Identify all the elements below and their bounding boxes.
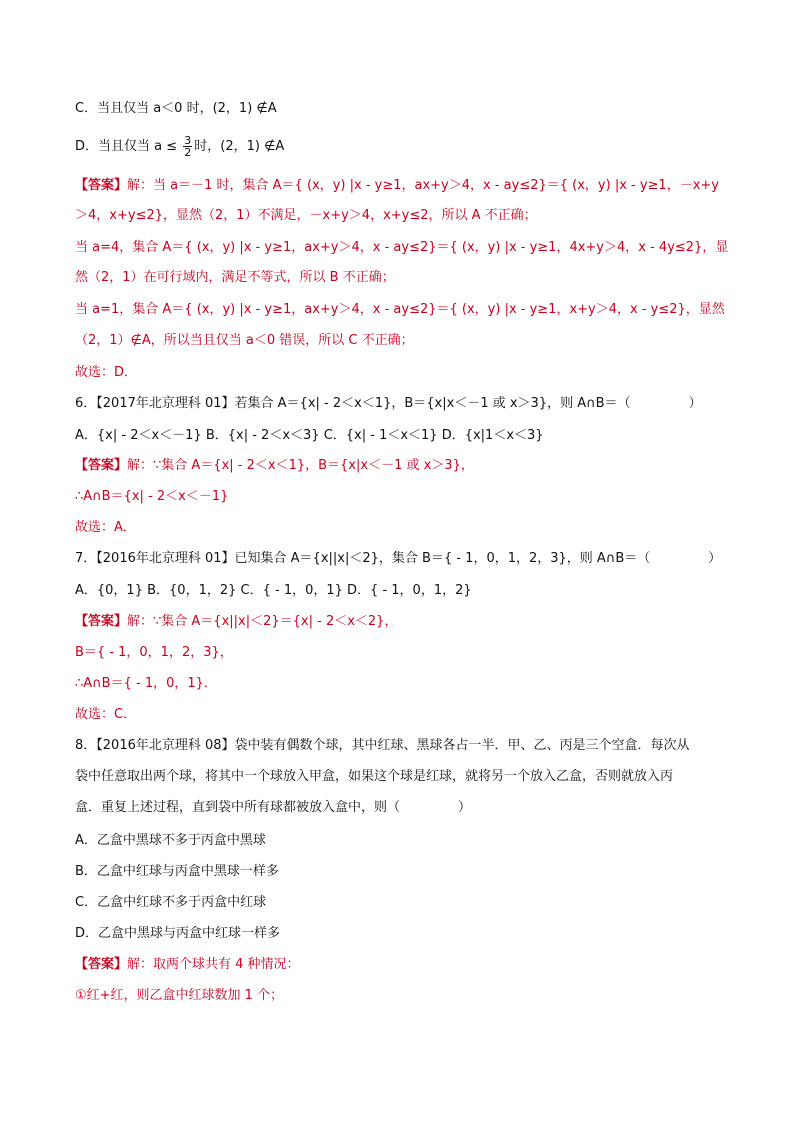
q7-choice: 故选：C． (75, 707, 137, 722)
q5-answer-text-1: 解：当 a＝－1 时，集合 A＝{ (x，y) |x - y≥1，ax+y＞4，x - ay≤2}＝{ (x，y) |x - y≥1，－x+y (127, 178, 719, 193)
q6-options: A．{x| - 2＜x＜－1} B．{x| - 2＜x＜3} C．{x| - 1＜x＜1} D．{x|1＜x＜3} (75, 428, 544, 443)
answer-tag: 【答案】 (75, 458, 128, 473)
q8-answer-line-2: ①红+红，则乙盒中红球数加 1 个； (75, 988, 284, 1003)
q8-option-a: A．乙盒中黑球不多于丙盒中黑球 (75, 833, 266, 848)
answer-tag: 【答案】 (75, 178, 128, 193)
q6-stem-text: 6．【2017年北京理科 01】若集合 A＝{x| - 2＜x＜1}，B＝{x|x＜－1 或 x＞3}，则 A∩B＝（ (75, 396, 631, 411)
q7-answer-text-1: 解：∵集合 A＝{x||x|＜2}＝{x| - 2＜x＜2}， (127, 614, 398, 629)
fraction-denominator: 2 (184, 146, 192, 159)
q8-answer-text-1: 解：取两个球共有 4 种情况： (127, 957, 300, 972)
q5-answer-line-5: 当 a=1，集合 A＝{ (x，y) |x - y≥1，ax+y＞4，x - ay≤2}＝{ (x，y) |x - y≥1，x+y＞4，x - y≤2}，显然 (75, 302, 725, 317)
q7-stem-text: 7．【2016年北京理科 01】已知集合 A＝{x||x|＜2}，集合 B＝{ - 1，0，1，2，3}，则 A∩B＝（ (75, 551, 651, 566)
q8-stem-line-1: 8．【2016年北京理科 08】袋中装有偶数个球，其中红球、黑球各占一半．甲、乙、丙是三个空盒．每次从 (75, 738, 690, 753)
q5-answer-line-3: 当 a=4，集合 A＝{ (x，y) |x - y≥1，ax+y＞4，x - ay≤2}＝{ (x，y) |x - y≥1，4x+y＞4，x - 4y≤2}，显 (75, 240, 729, 255)
q8-stem-line-3 (75, 800, 471, 816)
q5-answer-line-1 (75, 178, 719, 194)
q5-option-d (75, 135, 284, 158)
q5-choice: 故选：D． (75, 365, 138, 380)
q8-option-c: C．乙盒中红球不多于丙盒中红球 (75, 895, 267, 910)
q6-choice: 故选：A． (75, 520, 136, 535)
q5-answer-line-6: （2，1）∉A，所以当且仅当 a＜0 错误，所以 C 不正确； (75, 333, 414, 348)
q8-option-b: B．乙盒中红球与丙盒中黑球一样多 (75, 864, 279, 879)
q6-answer-line-1 (75, 458, 474, 474)
q8-stem-line-2: 袋中任意取出两个球，将其中一个球放入甲盒，如果这个球是红球，就将另一个放入乙盒，否则就放入丙 (75, 769, 674, 784)
q6-stem (75, 396, 702, 412)
q7-stem (75, 551, 721, 567)
q5-option-d-suffix: 时，(2，1) ∉A (194, 139, 285, 154)
q5-answer-line-4: 然（2，1）在可行域内，满足不等式，所以 B 不正确； (75, 270, 395, 285)
q7-answer-line-2: B＝{ - 1，0，1，2，3}， (75, 645, 233, 660)
q7-options: A．{0，1} B．{0，1，2} C．{ - 1，0，1} D．{ - 1，0，1，2} (75, 583, 472, 598)
q7-answer-line-3: ∴A∩B＝{ - 1，0，1}． (75, 676, 217, 691)
q8-option-d: D．乙盒中黑球与丙盒中红球一样多 (75, 926, 281, 941)
q8-answer-line-1 (75, 957, 300, 973)
q6-stem-close: ） (688, 396, 702, 411)
q8-stem-close: ） (458, 800, 472, 815)
q6-answer-line-2: ∴A∩B＝{x| - 2＜x＜－1} (75, 489, 229, 504)
q7-answer-line-1 (75, 614, 397, 630)
q5-option-d-prefix: D．当且仅当 a ≤ (75, 139, 182, 154)
q7-stem-close: ） (708, 551, 722, 566)
fraction-numerator: 3 (184, 134, 192, 147)
q8-stem-text-3: 盒．重复上述过程，直到袋中所有球都被放入盒中，则（ (75, 800, 401, 815)
q5-answer-line-2: ＞4，x+y≤2}，显然（2，1）不满足，－x+y＞4，x+y≤2，所以 A 不正确； (75, 208, 537, 223)
q6-answer-text-1: 解：∵集合 A＝{x| - 2＜x＜1}，B＝{x|x＜－1 或 x＞3}， (127, 458, 474, 473)
q5-option-c: C．当且仅当 a＜0 时，(2，1) ∉A (75, 101, 277, 116)
fraction (183, 135, 192, 158)
answer-tag: 【答案】 (75, 957, 128, 972)
answer-tag: 【答案】 (75, 614, 128, 629)
